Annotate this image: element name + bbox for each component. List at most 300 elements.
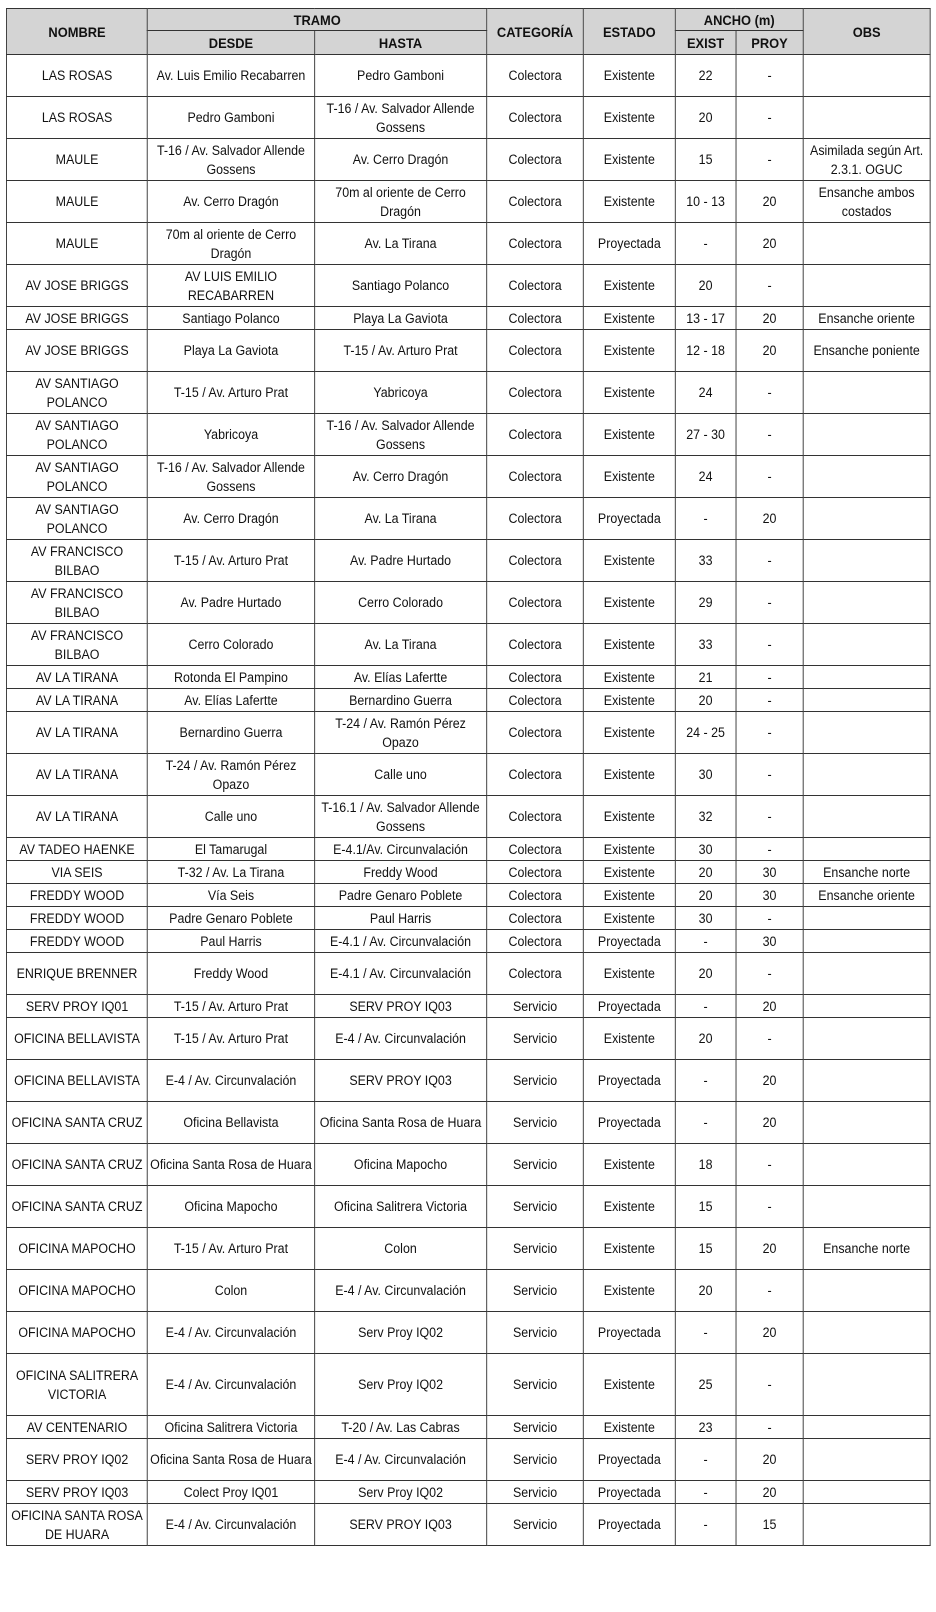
cell-nombre: AV CENTENARIO (6, 1416, 147, 1439)
table-row (6, 995, 930, 1018)
table-row (6, 861, 930, 884)
cell-exist: 22 (675, 55, 736, 97)
cell-exist: 20 (675, 265, 736, 307)
cell-desde: Calle uno (148, 796, 315, 838)
table-row (6, 55, 930, 97)
cell-categoria: Colectora (487, 223, 584, 265)
cell-nombre: FREDDY WOOD (6, 930, 147, 953)
cell-categoria: Servicio (487, 1060, 584, 1102)
cell-estado: Existente (583, 139, 675, 181)
cell-categoria: Colectora (487, 861, 584, 884)
cell-exist: 24 (675, 372, 736, 414)
cell-estado: Existente (583, 624, 675, 666)
cell-categoria: Colectora (487, 838, 584, 861)
cell-estado: Existente (583, 414, 675, 456)
header-categoria: CATEGORÍA (487, 9, 584, 55)
cell-desde: Av. Luis Emilio Recabarren (148, 55, 315, 97)
cell-estado: Existente (583, 582, 675, 624)
table-row (6, 712, 930, 754)
cell-desde: E-4 / Av. Circunvalación (148, 1504, 315, 1546)
table-row (6, 1439, 930, 1481)
cell-obs (803, 930, 930, 953)
table-row (6, 265, 930, 307)
table-row (6, 666, 930, 689)
cell-estado: Existente (583, 838, 675, 861)
cell-obs (803, 1416, 930, 1439)
cell-hasta: Av. Elías Lafertte (314, 666, 486, 689)
table-row (6, 498, 930, 540)
cell-proy: - (736, 838, 803, 861)
cell-categoria: Colectora (487, 498, 584, 540)
table-row (6, 330, 930, 372)
cell-obs (803, 838, 930, 861)
cell-obs (803, 1186, 930, 1228)
cell-desde: T-16 / Av. Salvador Allende Gossens (148, 456, 315, 498)
cell-estado: Existente (583, 372, 675, 414)
cell-nombre: AV FRANCISCO BILBAO (6, 540, 147, 582)
cell-nombre: LAS ROSAS (6, 55, 147, 97)
cell-nombre: OFICINA MAPOCHO (6, 1270, 147, 1312)
cell-proy: - (736, 754, 803, 796)
table-row (6, 1018, 930, 1060)
cell-proy: - (736, 1270, 803, 1312)
cell-obs (803, 1481, 930, 1504)
cell-categoria: Servicio (487, 1018, 584, 1060)
cell-desde: AV LUIS EMILIO RECABARREN (148, 265, 315, 307)
cell-obs (803, 995, 930, 1018)
table-row (6, 97, 930, 139)
cell-proy: 20 (736, 181, 803, 223)
cell-estado: Existente (583, 456, 675, 498)
cell-categoria: Colectora (487, 689, 584, 712)
cell-hasta: Av. La Tirana (314, 223, 486, 265)
cell-hasta: Av. La Tirana (314, 624, 486, 666)
cell-nombre: SERV PROY IQ03 (6, 1481, 147, 1504)
cell-desde: Av. Cerro Dragón (148, 181, 315, 223)
cell-exist: - (675, 1439, 736, 1481)
cell-nombre: MAULE (6, 139, 147, 181)
table-row (6, 582, 930, 624)
cell-proy: 30 (736, 884, 803, 907)
table-row (6, 1312, 930, 1354)
cell-proy: - (736, 540, 803, 582)
cell-exist: - (675, 1312, 736, 1354)
cell-hasta: Serv Proy IQ02 (314, 1354, 486, 1416)
cell-obs (803, 223, 930, 265)
cell-nombre: VIA SEIS (6, 861, 147, 884)
cell-exist: - (675, 498, 736, 540)
cell-desde: Bernardino Guerra (148, 712, 315, 754)
cell-categoria: Servicio (487, 1144, 584, 1186)
cell-proy: - (736, 1354, 803, 1416)
cell-estado: Existente (583, 754, 675, 796)
cell-obs: Ensanche norte (803, 1228, 930, 1270)
cell-estado: Existente (583, 55, 675, 97)
cell-estado: Proyectada (583, 223, 675, 265)
cell-nombre: AV LA TIRANA (6, 689, 147, 712)
cell-desde: Av. Padre Hurtado (148, 582, 315, 624)
cell-hasta: Freddy Wood (314, 861, 486, 884)
cell-categoria: Colectora (487, 582, 584, 624)
cell-nombre: MAULE (6, 181, 147, 223)
cell-hasta: Colon (314, 1228, 486, 1270)
table-row (6, 907, 930, 930)
cell-estado: Existente (583, 330, 675, 372)
table-row (6, 930, 930, 953)
header-nombre: NOMBRE (6, 9, 147, 55)
cell-categoria: Colectora (487, 712, 584, 754)
table-row (6, 1416, 930, 1439)
cell-estado: Proyectada (583, 1504, 675, 1546)
cell-obs (803, 1312, 930, 1354)
cell-obs (803, 1270, 930, 1312)
cell-categoria: Servicio (487, 1504, 584, 1546)
cell-estado: Existente (583, 1186, 675, 1228)
cell-nombre: SERV PROY IQ01 (6, 995, 147, 1018)
cell-nombre: AV FRANCISCO BILBAO (6, 624, 147, 666)
cell-categoria: Colectora (487, 97, 584, 139)
cell-nombre: AV JOSE BRIGGS (6, 307, 147, 330)
header-proy: PROY (736, 31, 803, 55)
cell-desde: Pedro Gamboni (148, 97, 315, 139)
cell-categoria: Colectora (487, 796, 584, 838)
cell-hasta: SERV PROY IQ03 (314, 1504, 486, 1546)
cell-hasta: T-20 / Av. Las Cabras (314, 1416, 486, 1439)
cell-obs: Ensanche ambos costados (803, 181, 930, 223)
cell-nombre: OFICINA SALITRERA VICTORIA (6, 1354, 147, 1416)
cell-categoria: Colectora (487, 953, 584, 995)
cell-obs (803, 1504, 930, 1546)
cell-proy: 20 (736, 1102, 803, 1144)
cell-hasta: Serv Proy IQ02 (314, 1312, 486, 1354)
cell-obs: Ensanche poniente (803, 330, 930, 372)
cell-categoria: Servicio (487, 1228, 584, 1270)
table-row (6, 1481, 930, 1504)
cell-nombre: OFICINA SANTA ROSA DE HUARA (6, 1504, 147, 1546)
cell-obs (803, 1144, 930, 1186)
header-ancho: ANCHO (m) (675, 9, 803, 31)
cell-hasta: Av. Cerro Dragón (314, 456, 486, 498)
cell-obs (803, 712, 930, 754)
cell-nombre: AV JOSE BRIGGS (6, 265, 147, 307)
cell-exist: 10 - 13 (675, 181, 736, 223)
cell-categoria: Colectora (487, 181, 584, 223)
cell-obs (803, 666, 930, 689)
cell-exist: 20 (675, 953, 736, 995)
cell-obs: Ensanche oriente (803, 884, 930, 907)
cell-estado: Existente (583, 1018, 675, 1060)
table-row (6, 884, 930, 907)
cell-estado: Proyectada (583, 1102, 675, 1144)
cell-proy: - (736, 907, 803, 930)
cell-categoria: Colectora (487, 456, 584, 498)
cell-desde: Colon (148, 1270, 315, 1312)
cell-exist: 23 (675, 1416, 736, 1439)
table-row (6, 953, 930, 995)
cell-hasta: T-16 / Av. Salvador Allende Gossens (314, 97, 486, 139)
cell-obs (803, 953, 930, 995)
cell-categoria: Colectora (487, 55, 584, 97)
cell-desde: Colect Proy IQ01 (148, 1481, 315, 1504)
table-row (6, 181, 930, 223)
cell-obs (803, 97, 930, 139)
cell-nombre: AV SANTIAGO POLANCO (6, 414, 147, 456)
cell-nombre: FREDDY WOOD (6, 907, 147, 930)
cell-exist: 20 (675, 97, 736, 139)
cell-obs (803, 265, 930, 307)
cell-categoria: Colectora (487, 540, 584, 582)
cell-categoria: Servicio (487, 1416, 584, 1439)
cell-hasta: T-16 / Av. Salvador Allende Gossens (314, 414, 486, 456)
cell-proy: - (736, 712, 803, 754)
cell-nombre: ENRIQUE BRENNER (6, 953, 147, 995)
cell-estado: Existente (583, 97, 675, 139)
cell-hasta: Paul Harris (314, 907, 486, 930)
cell-obs (803, 414, 930, 456)
cell-hasta: Playa La Gaviota (314, 307, 486, 330)
cell-proy: 20 (736, 498, 803, 540)
cell-estado: Existente (583, 1270, 675, 1312)
table-row (6, 540, 930, 582)
table-row (6, 139, 930, 181)
cell-categoria: Colectora (487, 754, 584, 796)
table-row (6, 1186, 930, 1228)
cell-proy: 20 (736, 330, 803, 372)
cell-proy: 20 (736, 995, 803, 1018)
cell-proy: 20 (736, 307, 803, 330)
table-row (6, 1102, 930, 1144)
cell-hasta: E-4.1/Av. Circunvalación (314, 838, 486, 861)
cell-desde: Rotonda El Pampino (148, 666, 315, 689)
cell-desde: El Tamarugal (148, 838, 315, 861)
cell-proy: 30 (736, 861, 803, 884)
cell-desde: E-4 / Av. Circunvalación (148, 1060, 315, 1102)
cell-exist: 33 (675, 540, 736, 582)
cell-exist: 30 (675, 754, 736, 796)
cell-proy: 15 (736, 1504, 803, 1546)
cell-nombre: OFICINA SANTA CRUZ (6, 1186, 147, 1228)
cell-exist: - (675, 930, 736, 953)
cell-categoria: Servicio (487, 1354, 584, 1416)
cell-estado: Existente (583, 1416, 675, 1439)
cell-obs (803, 624, 930, 666)
cell-desde: Freddy Wood (148, 953, 315, 995)
cell-obs (803, 796, 930, 838)
header-tramo: TRAMO (148, 9, 487, 31)
cell-desde: E-4 / Av. Circunvalación (148, 1354, 315, 1416)
cell-obs (803, 754, 930, 796)
cell-hasta: Oficina Salitrera Victoria (314, 1186, 486, 1228)
cell-desde: Padre Genaro Poblete (148, 907, 315, 930)
cell-estado: Existente (583, 907, 675, 930)
cell-hasta: Av. La Tirana (314, 498, 486, 540)
cell-obs (803, 582, 930, 624)
cell-hasta: SERV PROY IQ03 (314, 1060, 486, 1102)
cell-categoria: Colectora (487, 139, 584, 181)
cell-estado: Existente (583, 861, 675, 884)
cell-desde: T-15 / Av. Arturo Prat (148, 1018, 315, 1060)
cell-nombre: AV LA TIRANA (6, 796, 147, 838)
cell-exist: 18 (675, 1144, 736, 1186)
cell-nombre: OFICINA BELLAVISTA (6, 1018, 147, 1060)
cell-hasta: Bernardino Guerra (314, 689, 486, 712)
cell-obs (803, 1102, 930, 1144)
table-body (6, 55, 930, 1546)
cell-exist: - (675, 1504, 736, 1546)
cell-nombre: SERV PROY IQ02 (6, 1439, 147, 1481)
cell-estado: Existente (583, 953, 675, 995)
cell-desde: Yabricoya (148, 414, 315, 456)
cell-exist: 20 (675, 1270, 736, 1312)
cell-hasta: E-4 / Av. Circunvalación (314, 1439, 486, 1481)
cell-desde: Santiago Polanco (148, 307, 315, 330)
table-row (6, 796, 930, 838)
cell-desde: Oficina Mapocho (148, 1186, 315, 1228)
cell-exist: - (675, 995, 736, 1018)
cell-nombre: OFICINA MAPOCHO (6, 1228, 147, 1270)
cell-hasta: Yabricoya (314, 372, 486, 414)
table-row (6, 838, 930, 861)
cell-desde: Av. Cerro Dragón (148, 498, 315, 540)
cell-estado: Existente (583, 666, 675, 689)
cell-proy: - (736, 97, 803, 139)
cell-categoria: Colectora (487, 666, 584, 689)
cell-hasta: Pedro Gamboni (314, 55, 486, 97)
cell-exist: 13 - 17 (675, 307, 736, 330)
cell-categoria: Colectora (487, 884, 584, 907)
cell-categoria: Colectora (487, 414, 584, 456)
header-exist: EXIST (675, 31, 736, 55)
cell-estado: Existente (583, 307, 675, 330)
cell-desde: Av. Elías Lafertte (148, 689, 315, 712)
table-row (6, 1228, 930, 1270)
cell-proy: 20 (736, 1439, 803, 1481)
cell-estado: Proyectada (583, 995, 675, 1018)
cell-categoria: Servicio (487, 1312, 584, 1354)
cell-estado: Proyectada (583, 498, 675, 540)
cell-nombre: AV SANTIAGO POLANCO (6, 498, 147, 540)
cell-exist: 27 - 30 (675, 414, 736, 456)
cell-estado: Existente (583, 689, 675, 712)
table-row (6, 414, 930, 456)
cell-proy: - (736, 582, 803, 624)
cell-exist: 15 (675, 1228, 736, 1270)
cell-exist: 15 (675, 1186, 736, 1228)
cell-proy: 20 (736, 1228, 803, 1270)
cell-hasta: E-4.1 / Av. Circunvalación (314, 930, 486, 953)
table-row (6, 1354, 930, 1416)
cell-hasta: Padre Genaro Poblete (314, 884, 486, 907)
cell-categoria: Colectora (487, 930, 584, 953)
cell-obs (803, 1018, 930, 1060)
cell-exist: 20 (675, 861, 736, 884)
cell-estado: Proyectada (583, 930, 675, 953)
cell-desde: Paul Harris (148, 930, 315, 953)
cell-nombre: AV TADEO HAENKE (6, 838, 147, 861)
cell-estado: Proyectada (583, 1439, 675, 1481)
cell-exist: 32 (675, 796, 736, 838)
cell-obs: Asimilada según Art. 2.3.1. OGUC (803, 139, 930, 181)
cell-proy: 30 (736, 930, 803, 953)
cell-nombre: AV LA TIRANA (6, 754, 147, 796)
cell-estado: Proyectada (583, 1312, 675, 1354)
cell-hasta: 70m al oriente de Cerro Dragón (314, 181, 486, 223)
cell-nombre: OFICINA BELLAVISTA (6, 1060, 147, 1102)
cell-nombre: AV FRANCISCO BILBAO (6, 582, 147, 624)
cell-estado: Existente (583, 540, 675, 582)
cell-categoria: Colectora (487, 372, 584, 414)
cell-proy: 20 (736, 1060, 803, 1102)
cell-obs (803, 1439, 930, 1481)
cell-estado: Existente (583, 884, 675, 907)
cell-proy: - (736, 1144, 803, 1186)
cell-hasta: Cerro Colorado (314, 582, 486, 624)
cell-proy: - (736, 456, 803, 498)
cell-obs (803, 456, 930, 498)
cell-desde: Oficina Santa Rosa de Huara (148, 1439, 315, 1481)
cell-desde: T-16 / Av. Salvador Allende Gossens (148, 139, 315, 181)
cell-hasta: SERV PROY IQ03 (314, 995, 486, 1018)
table-row (6, 624, 930, 666)
table-row (6, 223, 930, 265)
table-row (6, 1270, 930, 1312)
cell-hasta: Av. Padre Hurtado (314, 540, 486, 582)
cell-proy: 20 (736, 223, 803, 265)
cell-exist: 30 (675, 838, 736, 861)
cell-exist: 15 (675, 139, 736, 181)
cell-categoria: Servicio (487, 1270, 584, 1312)
cell-proy: - (736, 1018, 803, 1060)
cell-desde: T-24 / Av. Ramón Pérez Opazo (148, 754, 315, 796)
cell-obs: Ensanche norte (803, 861, 930, 884)
cell-nombre: LAS ROSAS (6, 97, 147, 139)
cell-estado: Existente (583, 796, 675, 838)
cell-proy: - (736, 666, 803, 689)
cell-proy: - (736, 414, 803, 456)
cell-categoria: Servicio (487, 1439, 584, 1481)
cell-nombre: AV LA TIRANA (6, 666, 147, 689)
cell-obs (803, 689, 930, 712)
cell-categoria: Colectora (487, 307, 584, 330)
cell-obs (803, 1354, 930, 1416)
cell-exist: 25 (675, 1354, 736, 1416)
cell-hasta: Serv Proy IQ02 (314, 1481, 486, 1504)
vial-table (6, 8, 931, 1546)
cell-nombre: AV LA TIRANA (6, 712, 147, 754)
cell-hasta: Calle uno (314, 754, 486, 796)
header-estado: ESTADO (583, 9, 675, 55)
cell-desde: T-15 / Av. Arturo Prat (148, 995, 315, 1018)
cell-exist: 24 (675, 456, 736, 498)
table-row (6, 372, 930, 414)
cell-categoria: Colectora (487, 624, 584, 666)
cell-estado: Existente (583, 1354, 675, 1416)
cell-nombre: FREDDY WOOD (6, 884, 147, 907)
cell-desde: Oficina Salitrera Victoria (148, 1416, 315, 1439)
cell-nombre: AV SANTIAGO POLANCO (6, 456, 147, 498)
cell-exist: 20 (675, 1018, 736, 1060)
cell-proy: - (736, 624, 803, 666)
cell-nombre: AV JOSE BRIGGS (6, 330, 147, 372)
cell-estado: Existente (583, 712, 675, 754)
table-row (6, 307, 930, 330)
cell-exist: 29 (675, 582, 736, 624)
cell-desde: T-32 / Av. La Tirana (148, 861, 315, 884)
cell-hasta: Santiago Polanco (314, 265, 486, 307)
cell-exist: 20 (675, 884, 736, 907)
cell-exist: - (675, 1060, 736, 1102)
table-row (6, 754, 930, 796)
